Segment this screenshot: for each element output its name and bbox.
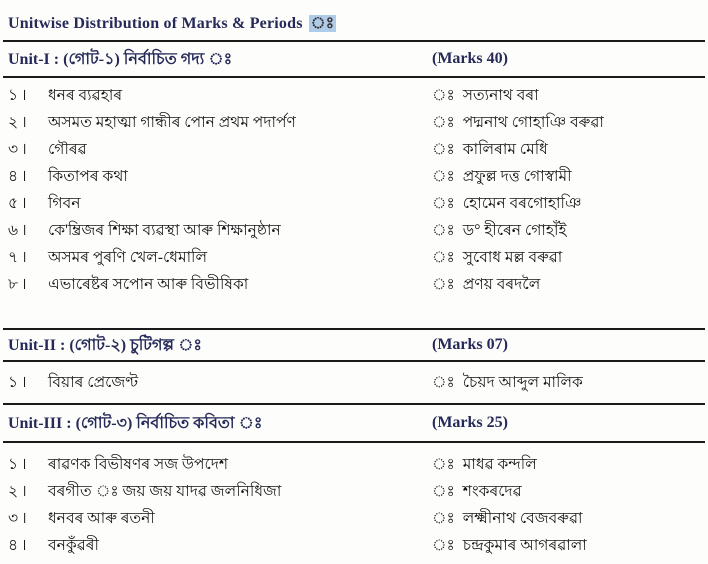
- unit-1-marks: (Marks 40): [432, 50, 508, 67]
- item-title: এভাৰেষ্টৰ সপোন আৰু বিভীষিকা: [48, 276, 249, 293]
- author-name: মাধৱ কন্দলি: [462, 456, 537, 473]
- unit-3-header-label: [8, 410, 432, 437]
- table-row: [0, 505, 708, 532]
- unit-3-label-as: (গোট-৩) নির্বাচিত কবিতা ঃ: [75, 414, 263, 432]
- author-colon: ঃ: [432, 276, 455, 293]
- item-title: ৰাৱণক বিভীষণৰ সজ উপদেশ: [48, 456, 229, 473]
- item-title: বৰগীত ঃ জয় জয় যাদৱ জলনিধিজা: [48, 483, 282, 500]
- unit-3-label-en: Unit-III :: [8, 414, 72, 432]
- page-title-text: Unitwise Distribution of Marks & Periods: [8, 15, 303, 32]
- author-name: সুবোধ মল্ল বৰুৱা: [462, 249, 563, 266]
- item-author: [432, 217, 708, 244]
- unit-1-header: [0, 42, 708, 76]
- item-number: ৩।: [8, 141, 30, 158]
- unit-2-items: [0, 362, 708, 399]
- table-row: [0, 163, 708, 190]
- item-number: ৭।: [8, 249, 30, 266]
- author-name: পদ্মনাথ গোহাঞি বৰুৱা: [462, 114, 604, 131]
- author-name: প্রফুল্ল দত্ত গোস্বামী: [462, 168, 572, 185]
- author-name: শংকৰদেৱ: [462, 483, 522, 500]
- table-row: [0, 109, 708, 136]
- unit-1-items: [0, 78, 708, 294]
- item-title: অসমত মহাত্মা গান্ধীৰ পোন প্রথম পদার্পণ: [48, 114, 296, 131]
- unit-2-label-en: Unit-II :: [8, 336, 66, 354]
- unit-3-marks: (Marks 25): [432, 414, 508, 431]
- item-number: ১।: [8, 456, 30, 473]
- author-colon: ঃ: [432, 537, 455, 554]
- unit-1-header-label: [8, 46, 432, 73]
- author-colon: ঃ: [432, 249, 455, 266]
- item-author: [432, 163, 708, 190]
- author-name: চন্দ্রকুমাৰ আগৰৱালা: [462, 537, 587, 554]
- item-author: [432, 505, 708, 532]
- table-row: [0, 369, 708, 396]
- item-author: [432, 82, 708, 109]
- item-author: [432, 271, 708, 298]
- item-title: কে'ম্ব্ৰিজৰ শিক্ষা ব্যৱস্থা আৰু শিক্ষানুষ্ঠান: [48, 222, 281, 239]
- item-author: [432, 532, 708, 559]
- item-number: ২।: [8, 483, 30, 500]
- item-author: [432, 369, 708, 396]
- author-name: কালিৰাম মেধি: [462, 141, 548, 158]
- section-gap: [0, 294, 708, 328]
- unit-2-header: [0, 330, 708, 360]
- unit-2-marks: (Marks 07): [432, 336, 508, 353]
- author-colon: ঃ: [432, 510, 455, 527]
- unit-1-label-as: (গোট-১) নির্বাচিত গদ্য ঃ: [63, 50, 233, 68]
- item-number: ১।: [8, 374, 30, 391]
- author-colon: ঃ: [432, 168, 455, 185]
- item-number: ২।: [8, 114, 30, 131]
- item-number: ১।: [8, 87, 30, 104]
- table-row: [0, 532, 708, 559]
- item-number: ৩।: [8, 510, 30, 527]
- item-title: ধনবৰ আৰু ৰতনী: [48, 510, 155, 527]
- author-colon: ঃ: [432, 483, 455, 500]
- item-author: [432, 244, 708, 271]
- author-name: চৈয়দ আব্দুল মালিক: [462, 374, 583, 391]
- unit-3-items: [0, 443, 708, 559]
- item-title: গৌৰৱ: [48, 141, 87, 158]
- item-number: ৫।: [8, 195, 30, 212]
- item-number: ৪।: [8, 168, 30, 185]
- item-author: [432, 190, 708, 217]
- author-colon: ঃ: [432, 195, 455, 212]
- unit-2-header-label: [8, 332, 432, 359]
- table-row: [0, 190, 708, 217]
- author-name: সত্যনাথ বৰা: [462, 87, 539, 104]
- author-colon: ঃ: [432, 114, 455, 131]
- unit-1-label-en: Unit-I :: [8, 50, 60, 68]
- item-title: কিতাপৰ কথা: [48, 168, 128, 185]
- item-title: অসমৰ পুৰণি খেল-ধেমালি: [48, 249, 208, 266]
- author-name: ড° হীৰেন গোহাঁই: [462, 222, 567, 239]
- author-colon: ঃ: [432, 222, 455, 239]
- item-author: [432, 451, 708, 478]
- item-author: [432, 109, 708, 136]
- author-colon: ঃ: [432, 374, 455, 391]
- item-title: বনকুঁৱৰী: [48, 537, 99, 554]
- table-row: [0, 271, 708, 298]
- unit-3-header: [0, 405, 708, 441]
- page-title: [0, 0, 708, 40]
- table-row: [0, 217, 708, 244]
- item-title: গিবন: [48, 195, 81, 212]
- item-author: [432, 478, 708, 505]
- table-row: [0, 451, 708, 478]
- item-number: ৪।: [8, 537, 30, 554]
- item-number: ৬।: [8, 222, 30, 239]
- unit-2-label-as: (গোট-২) চুটিগল্প ঃ: [69, 336, 202, 354]
- table-row: [0, 478, 708, 505]
- author-colon: ঃ: [432, 456, 455, 473]
- item-number: ৮।: [8, 276, 30, 293]
- author-colon: ঃ: [432, 87, 455, 104]
- table-row: [0, 244, 708, 271]
- author-name: প্রণয় বৰদলৈ: [462, 276, 541, 293]
- author-name: হোমেন বৰগোহাঞি: [462, 195, 582, 212]
- item-author: [432, 136, 708, 163]
- item-title: বিয়াৰ প্ৰেজেণ্ট: [48, 374, 139, 391]
- author-colon: ঃ: [432, 141, 455, 158]
- item-title: ধনৰ ব্যৱহাৰ: [48, 87, 123, 104]
- table-row: [0, 136, 708, 163]
- title-highlighted-colon: ঃ: [310, 15, 335, 32]
- table-row: [0, 82, 708, 109]
- author-name: লক্ষ্মীনাথ বেজবৰুৱা: [462, 510, 583, 527]
